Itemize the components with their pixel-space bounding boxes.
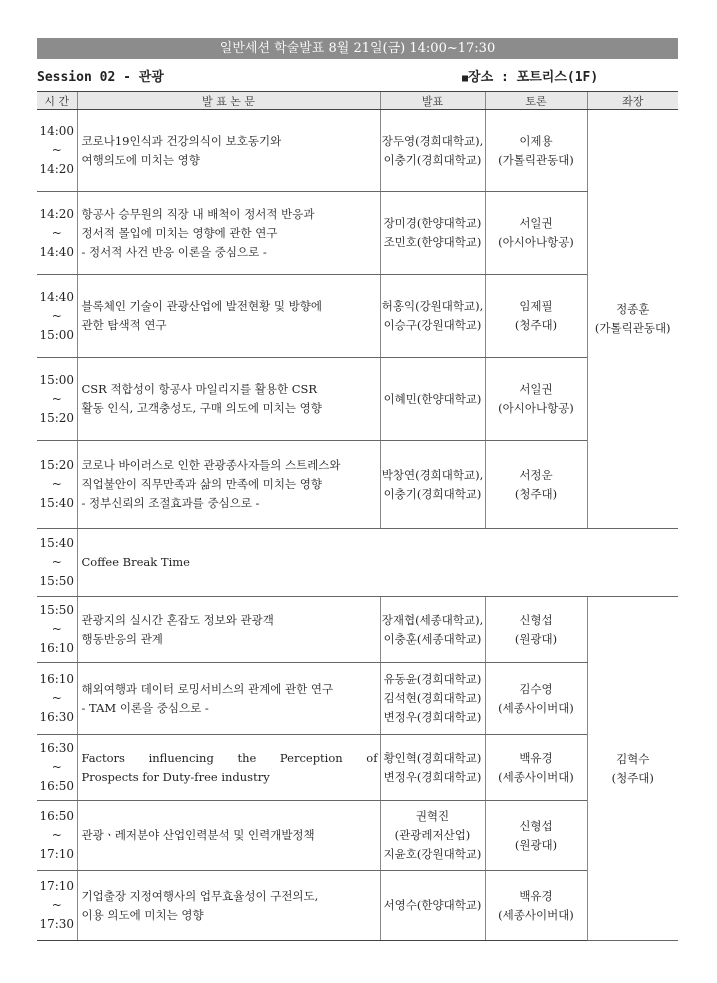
topic-cell: 해외여행과 데이터 로밍서비스의 관계에 관한 연구 - TAM 이론을 중심으로 - [77, 663, 380, 735]
table-row [37, 735, 678, 801]
table-row [37, 192, 678, 275]
presenter-cell: 유동윤(경희대학교) 김석현(경희대학교) 변정우(경희대학교) [380, 663, 485, 735]
discussant-cell: 서일권 (아시아나항공) [485, 192, 587, 275]
time-cell: 15:00 ~ 15:20 [37, 358, 77, 441]
discussant-cell: 서정운 (청주대) [485, 441, 587, 529]
topic-cell: 관광ㆍ레저분야 산업인력분석 및 인력개발정책 [77, 801, 380, 871]
table-row [37, 358, 678, 441]
discussant-cell: 이제용 (가톨릭관동대) [485, 110, 587, 192]
presenter-cell: 장미경(한양대학교) 조민호(한양대학교) [380, 192, 485, 275]
table-row [37, 801, 678, 871]
topic-cell: 블록체인 기술이 관광산업에 발전현황 및 방향에 관한 탐색적 연구 [77, 275, 380, 358]
topic-cell: 코로나19인식과 건강의식이 보호동기와 여행의도에 미치는 영향 [77, 110, 380, 192]
time-cell: 16:10 ~ 16:30 [37, 663, 77, 735]
time-cell: 17:10 ~ 17:30 [37, 871, 77, 941]
topic-cell: CSR 적합성이 항공사 마일리지를 활용한 CSR 활동 인식, 고객충성도, 구매 의도에 미치는 영향 [77, 358, 380, 441]
topic-cell: 기업출장 지정여행사의 업무효율성이 구전의도, 이용 의도에 미치는 영향 [77, 871, 380, 941]
coffee-break-row [37, 529, 678, 597]
discussant-cell: 서일권 (아시아나항공) [485, 358, 587, 441]
time-cell: 15:40 ~ 15:50 [37, 529, 77, 597]
time-cell: 14:00 ~ 14:20 [37, 110, 77, 192]
time-cell: 15:20 ~ 15:40 [37, 441, 77, 529]
table-row [37, 275, 678, 358]
venue-label [462, 66, 598, 85]
schedule-table [37, 91, 678, 941]
header-chair: 좌장 [587, 92, 678, 110]
discussant-cell: 신형섭 (원광대) [485, 597, 587, 663]
table-row [37, 441, 678, 529]
chair-cell: 정종훈 (가톨릭관동대) [587, 110, 678, 529]
venue-prefix: 장소 : [468, 70, 517, 85]
header-topic: 발 표 논 문 [77, 92, 380, 110]
table-row [37, 110, 678, 192]
discussant-cell: 김수영 (세종사이버대) [485, 663, 587, 735]
header-discussant: 토론 [485, 92, 587, 110]
chair-cell: 김혁수 (청주대) [587, 597, 678, 941]
discussant-cell: 신형섭 (원광대) [485, 801, 587, 871]
presenter-cell: 장두영(경희대학교), 이충기(경희대학교) [380, 110, 485, 192]
table-header-row [37, 92, 678, 110]
presenter-cell: 권혁진 (관광레저산업) 지윤호(강원대학교) [380, 801, 485, 871]
presenter-cell: 허홍익(강원대학교), 이승구(강원대학교) [380, 275, 485, 358]
presenter-cell: 이혜민(한양대학교) [380, 358, 485, 441]
topic-cell: 관광지의 실시간 혼잡도 정보와 관광객 행동반응의 관계 [77, 597, 380, 663]
topic-cell: Factors influencing the Perception of Prospects for Duty-free industry [77, 735, 380, 801]
topic-cell: 항공사 승무원의 직장 내 배척이 정서적 반응과 정서적 몰입에 미치는 영향에 관한 연구 - 정서적 사건 반응 이론을 중심으로 - [77, 192, 380, 275]
table-row [37, 871, 678, 941]
table-row [37, 597, 678, 663]
presenter-cell: 박창연(경희대학교), 이충기(경희대학교) [380, 441, 485, 529]
venue-name: 포트리스(1F) [516, 70, 599, 85]
presenter-cell: 장재협(세종대학교), 이충훈(세종대학교) [380, 597, 485, 663]
time-cell: 16:50 ~ 17:10 [37, 801, 77, 871]
schedule-banner: 일반세션 학술발표 8월 21일(금) 14:00~17:30 [37, 38, 678, 59]
presenter-cell: 황인혁(경희대학교) 변정우(경희대학교) [380, 735, 485, 801]
discussant-cell: 백유경 (세종사이버대) [485, 871, 587, 941]
time-cell: 16:30 ~ 16:50 [37, 735, 77, 801]
discussant-cell: 임제필 (청주대) [485, 275, 587, 358]
topic-cell: 코로나 바이러스로 인한 관광종사자들의 스트레스와 직업불안이 직무만족과 삶의 만족에 미치는 영향 - 정부신뢰의 조절효과를 중심으로 - [77, 441, 380, 529]
discussant-cell: 백유경 (세종사이버대) [485, 735, 587, 801]
time-cell: 14:40 ~ 15:00 [37, 275, 77, 358]
session-title: Session 02 - 관광 [37, 70, 164, 85]
presenter-cell: 서영수(한양대학교) [380, 871, 485, 941]
time-cell: 15:50 ~ 16:10 [37, 597, 77, 663]
coffee-break-label: Coffee Break Time [77, 529, 678, 597]
table-row [37, 663, 678, 735]
header-presenter: 발표 [380, 92, 485, 110]
header-time: 시 간 [37, 92, 77, 110]
square-bullet-icon: ■ [462, 73, 469, 84]
time-cell: 14:20 ~ 14:40 [37, 192, 77, 275]
